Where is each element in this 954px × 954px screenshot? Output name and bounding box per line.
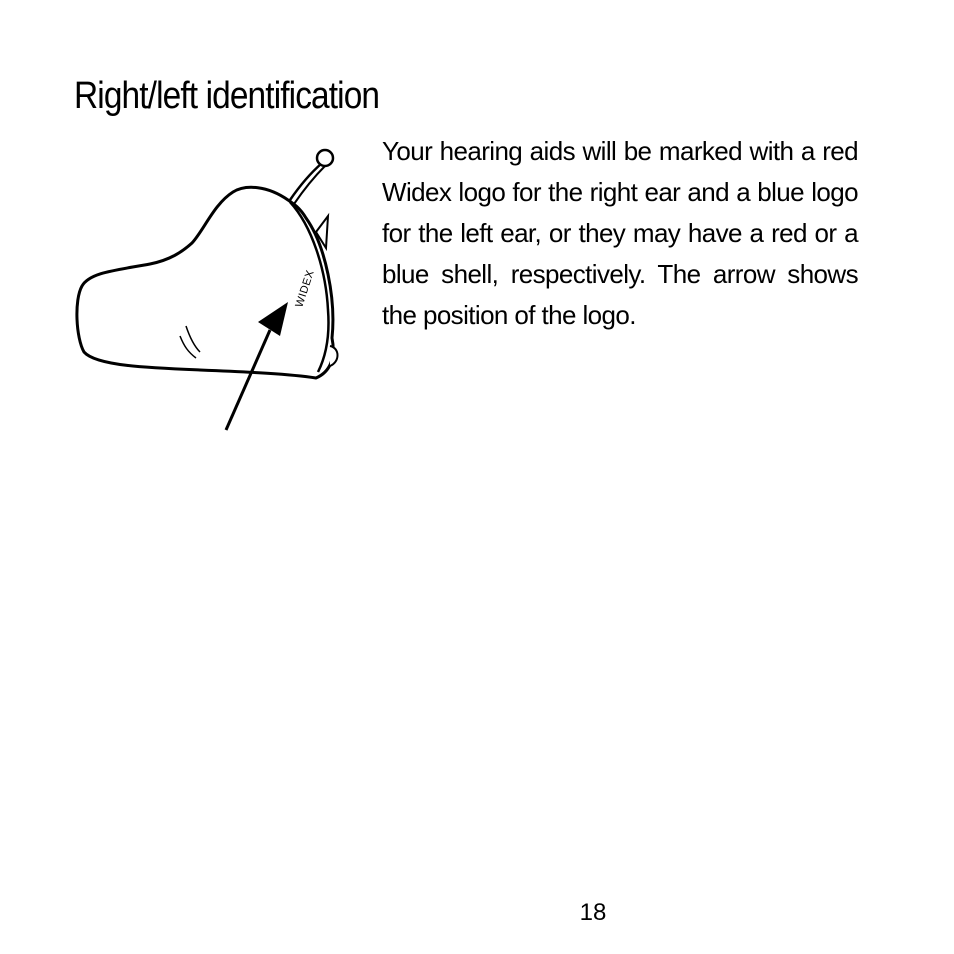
hearing-aid-figure [70, 140, 370, 440]
widex-logo-text: WIDEX [293, 268, 317, 309]
antenna-knob [317, 150, 333, 166]
battery-door-bump [330, 346, 338, 366]
hearing-aid-illustration [70, 140, 370, 440]
page-title: Right/left identification [74, 75, 380, 117]
page-number: 18 [579, 899, 607, 926]
body-paragraph: Your hearing aids will be marked with a red Widex logo for the right ear and a blue logo for the left ear, or they may have a red or a blue shell, respectively. The arrow shows the position of the logo. [382, 136, 858, 330]
antenna-wire [290, 163, 322, 200]
hearing-aid-shell [77, 187, 333, 378]
antenna-wire-inner [294, 166, 325, 204]
